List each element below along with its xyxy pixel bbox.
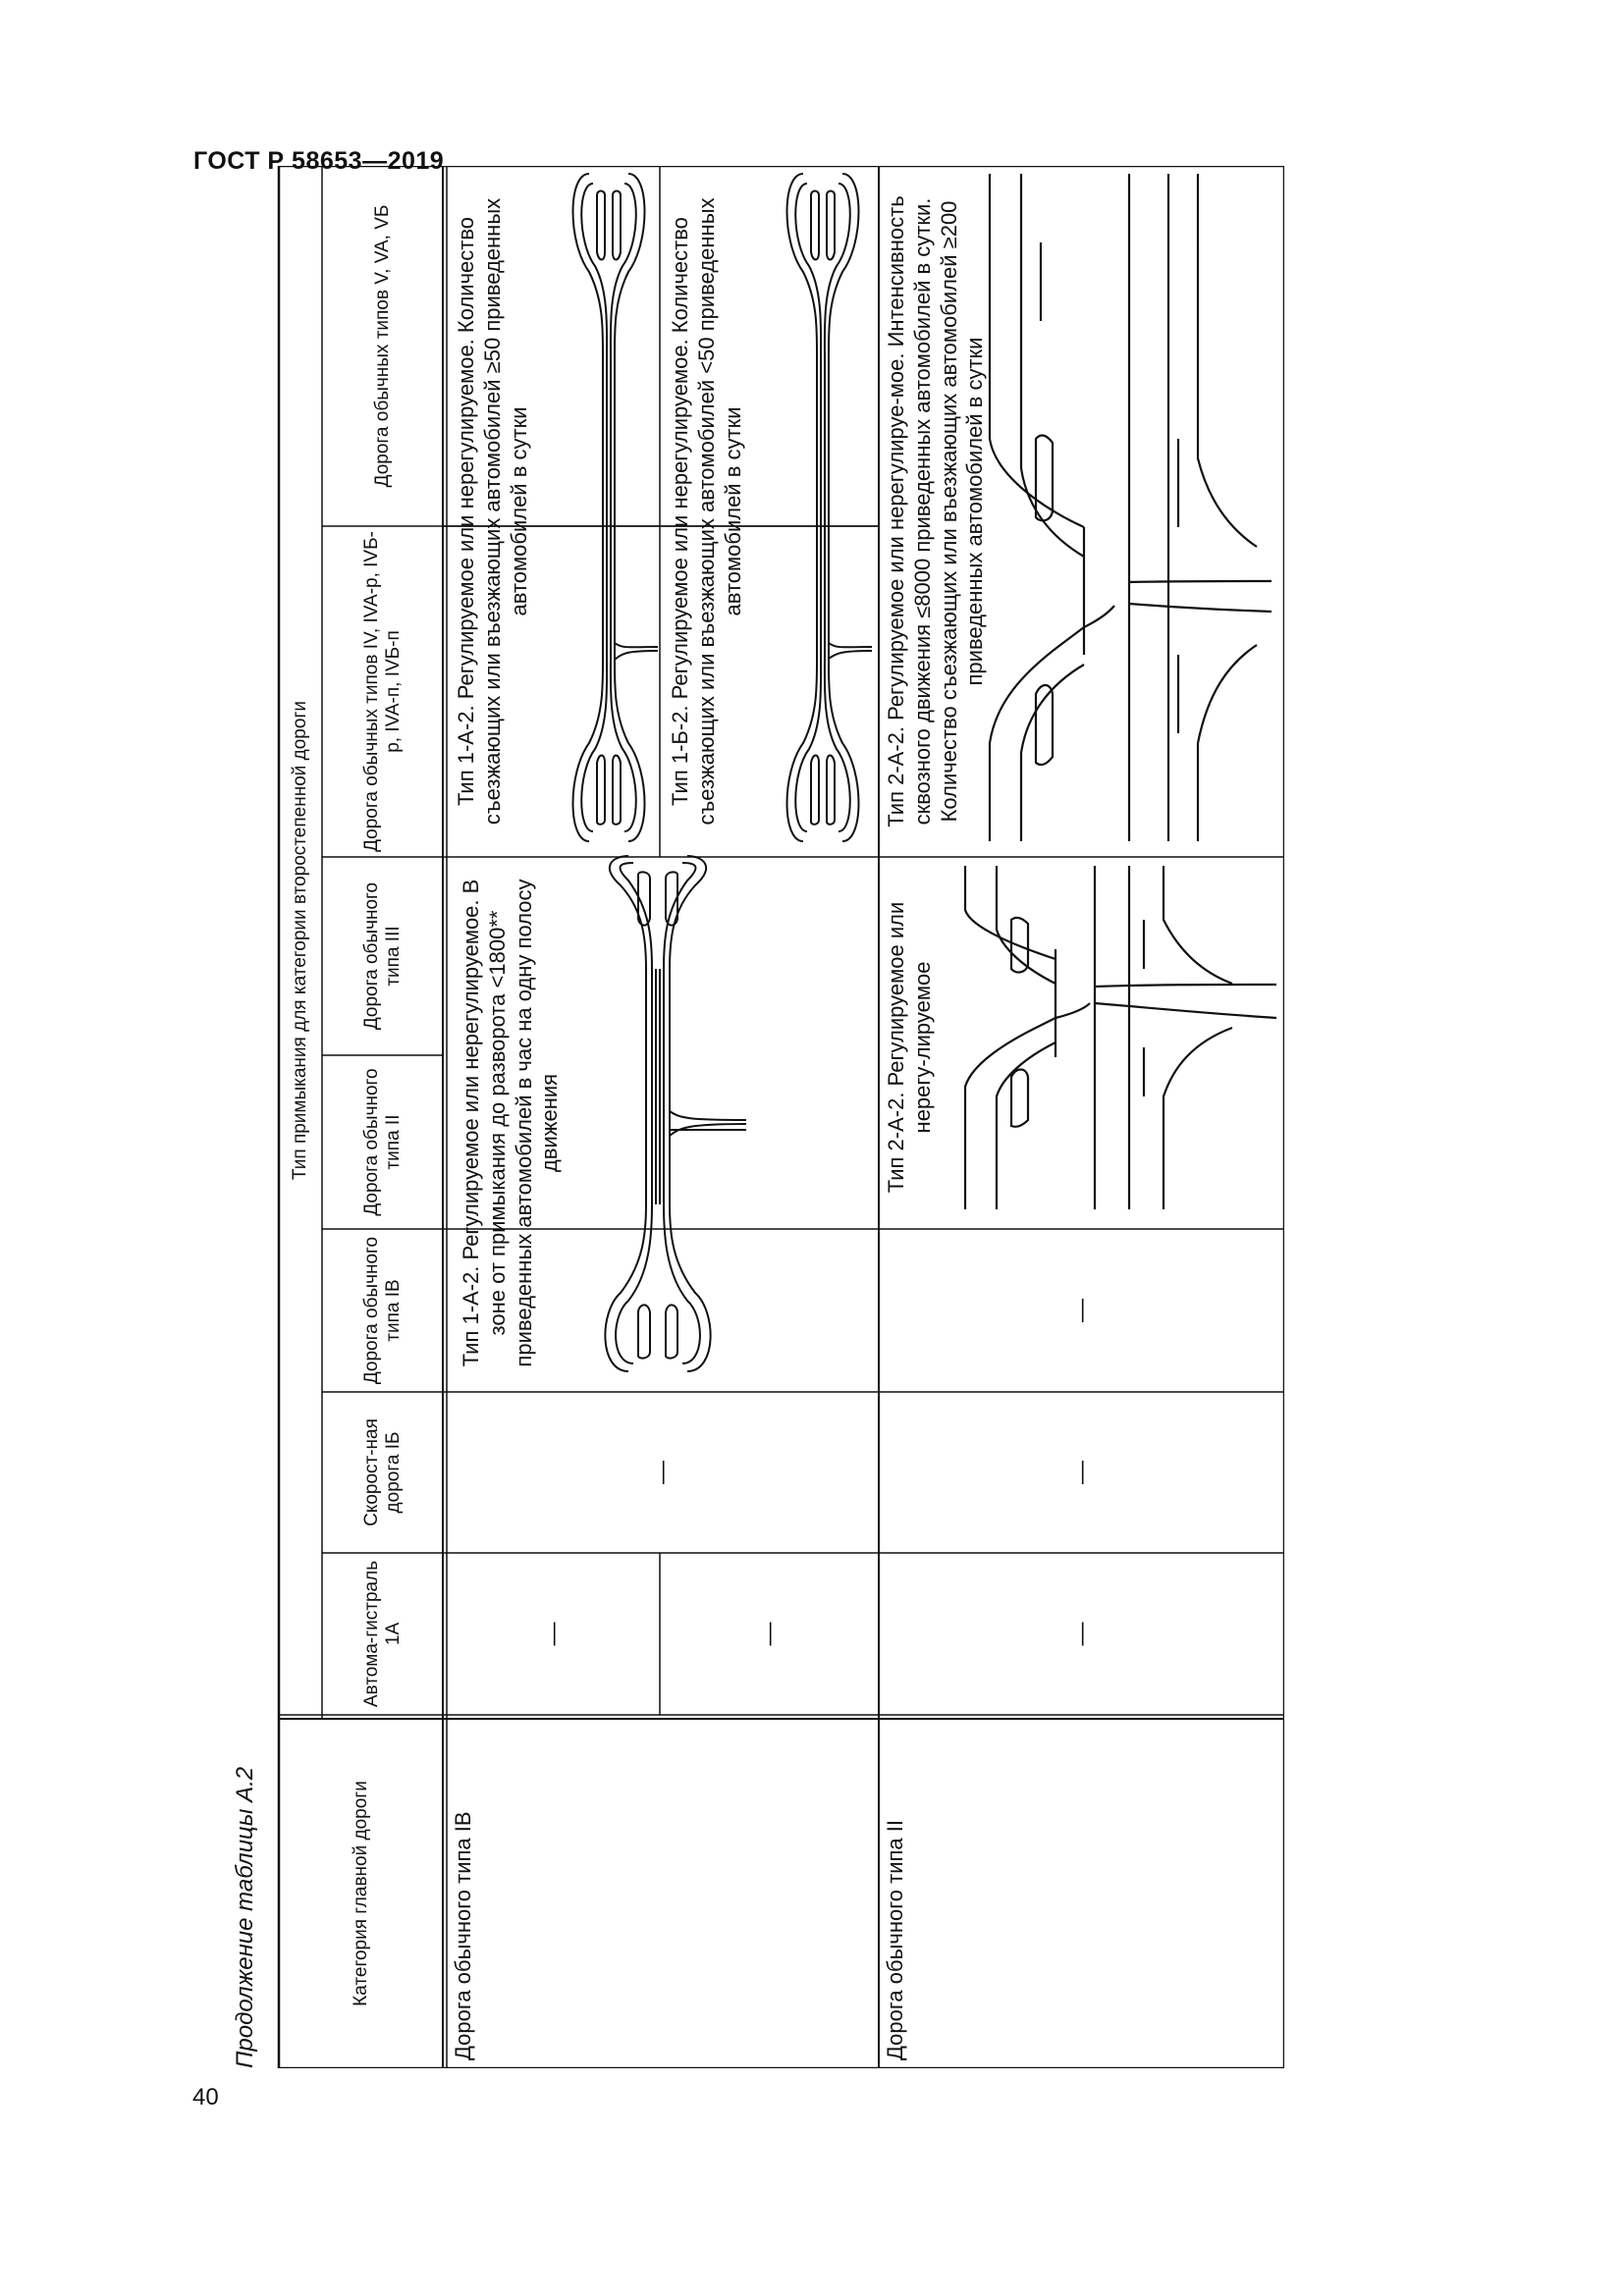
column-header-5: Дорога обычных типов V, VA, VБ <box>371 204 393 488</box>
diagram-1b2 <box>774 164 872 851</box>
diagram-2a2-minor <box>982 164 1276 851</box>
column-header-3: Дорога обычного типа III <box>360 881 404 1031</box>
diagram-1a2-minor <box>560 164 658 851</box>
diagram-2a2-main <box>957 861 1281 1214</box>
dash-r2-1v: — <box>1067 1299 1095 1322</box>
description-1a2-main: Тип 1-А-2. Регулируемое или нерегулируемое. В зоне от примыкания до разворота <1800** приведенных автомобилей в час на одну полосу движения <box>459 879 563 1367</box>
diagram-1a2-main <box>560 851 756 1381</box>
table-caption: Продолжение таблицы А.2 <box>232 1766 258 2068</box>
document-header: ГОСТ Р 58653—2019 <box>193 147 445 175</box>
column-header-1a: Автома-гистраль 1А <box>360 1560 404 1708</box>
description-1b2: Тип 1-Б-2. Регулируемое или нерегулируемое. Количество съезжающих или въезжающих автомобилей <50 приведенных автомобилей в сутки <box>668 197 745 826</box>
row-label-type-1v: Дорога обычного типа IВ <box>451 1811 475 2060</box>
dash-r2-1b: — <box>1067 1461 1095 1484</box>
corner-header: Категория главной дороги <box>350 1781 371 2006</box>
column-header-1v: Дорога обычного типа IВ <box>360 1236 404 1385</box>
description-2a2-minor: Тип 2-А-2. Регулируемое или нерегулируе-мое. Интенсивность сквозного движения ≤8000 приведенных автомобилей в сутки. Количество съезжающих или въезжающих автомобилей ≥200 приведенных автомобилей в сутки <box>884 195 988 828</box>
rotated-table-sheet <box>232 166 1284 2068</box>
column-header-1b: Скорост-ная дорога IБ <box>360 1418 404 1526</box>
dash-r2-1a: — <box>1067 1622 1095 1646</box>
column-header-2: Дорога обычного типа II <box>360 1068 404 1216</box>
row-label-type-2: Дорога обычного типа II <box>883 1820 907 2060</box>
dash-r1-1a-bottom: — <box>755 1622 783 1646</box>
column-header-4: Дорога обычных типов IV, IVA-р, IVБ-р, IVA-п, IVБ-п <box>360 531 404 852</box>
dash-r1-1b: — <box>649 1461 676 1484</box>
group-header: Тип примыкания для категории второстепенной дороги <box>290 701 311 1180</box>
page-number: 40 <box>192 2084 219 2110</box>
description-1a2-minor: Тип 1-А-2. Регулируемое или нерегулируемое. Количество съезжающих или въезжающих автомобилей ≥50 приведенных автомобилей в сутки <box>454 197 531 826</box>
description-2a2-main: Тип 2-А-2. Регулируемое или нерегу-лируемое <box>884 901 935 1194</box>
dash-r1-1a-top: — <box>539 1622 567 1646</box>
